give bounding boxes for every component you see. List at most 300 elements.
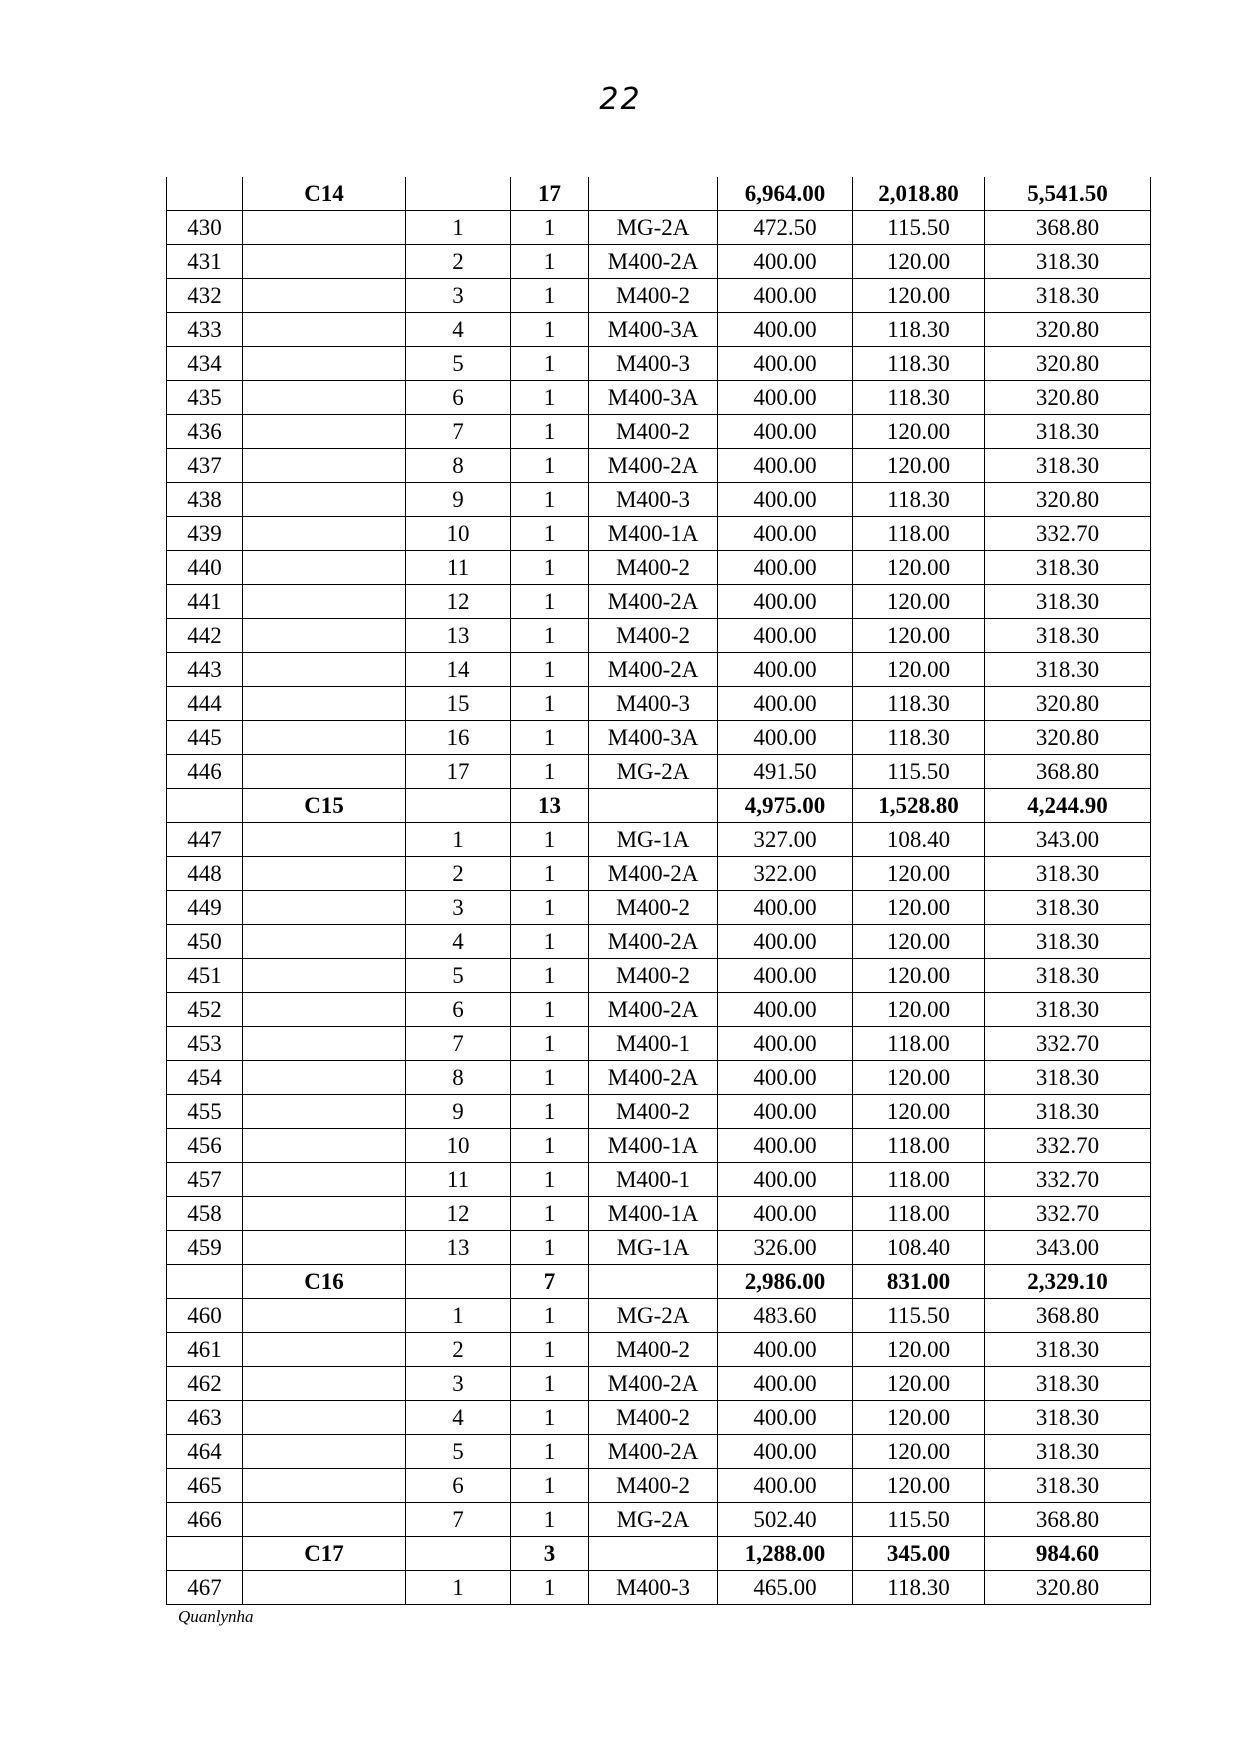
quantity-cell: 1 — [511, 245, 589, 279]
index-cell: 1 — [406, 1571, 511, 1605]
value-1-cell: 1,288.00 — [718, 1537, 853, 1571]
index-cell: 6 — [406, 381, 511, 415]
type-code-cell: M400-2 — [589, 619, 718, 653]
index-cell: 3 — [406, 891, 511, 925]
index-cell: 8 — [406, 1061, 511, 1095]
quantity-cell: 1 — [511, 517, 589, 551]
value-2-cell: 120.00 — [853, 585, 985, 619]
value-1-cell: 472.50 — [718, 211, 853, 245]
value-3-cell: 320.80 — [985, 313, 1151, 347]
value-2-cell: 118.00 — [853, 1129, 985, 1163]
row-number-cell: 461 — [167, 1333, 243, 1367]
group-name-cell — [243, 993, 406, 1027]
table-row — [167, 1027, 1151, 1061]
index-cell: 13 — [406, 1231, 511, 1265]
value-1-cell: 400.00 — [718, 279, 853, 313]
quantity-cell: 1 — [511, 857, 589, 891]
value-2-cell: 120.00 — [853, 891, 985, 925]
group-name-cell — [243, 347, 406, 381]
row-number-cell: 441 — [167, 585, 243, 619]
quantity-cell: 1 — [511, 1231, 589, 1265]
table-row — [167, 891, 1151, 925]
index-cell: 4 — [406, 313, 511, 347]
table-row — [167, 721, 1151, 755]
value-2-cell: 120.00 — [853, 279, 985, 313]
index-cell: 5 — [406, 347, 511, 381]
index-cell: 6 — [406, 1469, 511, 1503]
type-code-cell: MG-2A — [589, 211, 718, 245]
quantity-cell: 1 — [511, 313, 589, 347]
quantity-cell: 1 — [511, 1367, 589, 1401]
type-code-cell: MG-1A — [589, 1231, 718, 1265]
value-2-cell: 120.00 — [853, 449, 985, 483]
group-name-cell — [243, 517, 406, 551]
row-number-cell: 437 — [167, 449, 243, 483]
row-number-cell: 465 — [167, 1469, 243, 1503]
table-row — [167, 1129, 1151, 1163]
index-cell — [406, 1265, 511, 1299]
value-1-cell: 400.00 — [718, 381, 853, 415]
type-code-cell — [589, 177, 718, 211]
row-number-cell: 431 — [167, 245, 243, 279]
type-code-cell: M400-2A — [589, 1061, 718, 1095]
value-3-cell: 318.30 — [985, 993, 1151, 1027]
footer-text: Quanlynha — [178, 1607, 254, 1626]
quantity-cell: 1 — [511, 1503, 589, 1537]
value-3-cell: 318.30 — [985, 279, 1151, 313]
row-number-cell: 457 — [167, 1163, 243, 1197]
table-row — [167, 381, 1151, 415]
value-1-cell: 327.00 — [718, 823, 853, 857]
group-name-cell — [243, 585, 406, 619]
group-name-cell — [243, 1027, 406, 1061]
value-2-cell: 831.00 — [853, 1265, 985, 1299]
table-row — [167, 1333, 1151, 1367]
row-number-cell: 462 — [167, 1367, 243, 1401]
quantity-cell: 1 — [511, 483, 589, 517]
index-cell: 7 — [406, 415, 511, 449]
row-number-cell: 444 — [167, 687, 243, 721]
value-2-cell: 120.00 — [853, 1061, 985, 1095]
row-number-cell: 449 — [167, 891, 243, 925]
quantity-cell: 1 — [511, 449, 589, 483]
group-name-cell — [243, 925, 406, 959]
type-code-cell: MG-2A — [589, 1299, 718, 1333]
value-3-cell: 318.30 — [985, 891, 1151, 925]
value-3-cell: 368.80 — [985, 1299, 1151, 1333]
value-1-cell: 400.00 — [718, 653, 853, 687]
value-3-cell: 318.30 — [985, 857, 1151, 891]
row-number-cell: 440 — [167, 551, 243, 585]
value-1-cell: 400.00 — [718, 619, 853, 653]
row-number-cell: 467 — [167, 1571, 243, 1605]
type-code-cell: M400-2 — [589, 1469, 718, 1503]
value-3-cell: 332.70 — [985, 1027, 1151, 1061]
row-number-cell: 451 — [167, 959, 243, 993]
index-cell — [406, 1537, 511, 1571]
group-name-cell: C16 — [243, 1265, 406, 1299]
row-number-cell: 439 — [167, 517, 243, 551]
value-2-cell: 120.00 — [853, 1469, 985, 1503]
value-3-cell: 318.30 — [985, 1401, 1151, 1435]
group-name-cell — [243, 483, 406, 517]
group-name-cell — [243, 721, 406, 755]
value-3-cell: 320.80 — [985, 687, 1151, 721]
table-row — [167, 449, 1151, 483]
quantity-cell: 1 — [511, 1163, 589, 1197]
type-code-cell: M400-1A — [589, 517, 718, 551]
value-1-cell: 326.00 — [718, 1231, 853, 1265]
row-number-cell: 432 — [167, 279, 243, 313]
index-cell: 2 — [406, 245, 511, 279]
row-number-cell: 450 — [167, 925, 243, 959]
type-code-cell: M400-3A — [589, 381, 718, 415]
value-1-cell: 2,986.00 — [718, 1265, 853, 1299]
quantity-cell: 1 — [511, 1469, 589, 1503]
table-row — [167, 959, 1151, 993]
row-number-cell — [167, 1265, 243, 1299]
group-name-cell: C14 — [243, 177, 406, 211]
type-code-cell: M400-1 — [589, 1027, 718, 1061]
group-name-cell — [243, 381, 406, 415]
group-name-cell — [243, 687, 406, 721]
index-cell: 3 — [406, 1367, 511, 1401]
quantity-cell: 1 — [511, 1333, 589, 1367]
value-2-cell: 120.00 — [853, 415, 985, 449]
value-3-cell: 2,329.10 — [985, 1265, 1151, 1299]
data-table — [166, 177, 1151, 1605]
row-number-cell: 433 — [167, 313, 243, 347]
index-cell: 16 — [406, 721, 511, 755]
table-row — [167, 347, 1151, 381]
quantity-cell: 1 — [511, 653, 589, 687]
value-1-cell: 4,975.00 — [718, 789, 853, 823]
value-1-cell: 400.00 — [718, 1333, 853, 1367]
index-cell: 7 — [406, 1503, 511, 1537]
index-cell: 4 — [406, 925, 511, 959]
value-1-cell: 400.00 — [718, 1197, 853, 1231]
value-2-cell: 120.00 — [853, 1435, 985, 1469]
index-cell: 7 — [406, 1027, 511, 1061]
row-number-cell: 460 — [167, 1299, 243, 1333]
value-3-cell: 318.30 — [985, 585, 1151, 619]
table-row — [167, 1571, 1151, 1605]
group-name-cell — [243, 857, 406, 891]
value-1-cell: 400.00 — [718, 347, 853, 381]
quantity-cell: 17 — [511, 177, 589, 211]
group-name-cell — [243, 823, 406, 857]
quantity-cell: 1 — [511, 415, 589, 449]
value-2-cell: 2,018.80 — [853, 177, 985, 211]
table-row — [167, 619, 1151, 653]
row-number-cell: 452 — [167, 993, 243, 1027]
group-name-cell — [243, 551, 406, 585]
value-1-cell: 400.00 — [718, 1469, 853, 1503]
quantity-cell: 1 — [511, 993, 589, 1027]
table-row — [167, 1503, 1151, 1537]
quantity-cell: 1 — [511, 279, 589, 313]
type-code-cell: M400-2A — [589, 585, 718, 619]
value-3-cell: 318.30 — [985, 925, 1151, 959]
value-2-cell: 120.00 — [853, 993, 985, 1027]
value-1-cell: 400.00 — [718, 993, 853, 1027]
value-2-cell: 120.00 — [853, 619, 985, 653]
type-code-cell: M400-2 — [589, 891, 718, 925]
value-2-cell: 120.00 — [853, 1401, 985, 1435]
group-name-cell — [243, 1435, 406, 1469]
type-code-cell: M400-2A — [589, 1435, 718, 1469]
value-1-cell: 322.00 — [718, 857, 853, 891]
value-3-cell: 318.30 — [985, 551, 1151, 585]
value-3-cell: 318.30 — [985, 1435, 1151, 1469]
index-cell: 12 — [406, 1197, 511, 1231]
quantity-cell: 3 — [511, 1537, 589, 1571]
quantity-cell: 1 — [511, 1061, 589, 1095]
group-name-cell — [243, 1163, 406, 1197]
row-number-cell: 436 — [167, 415, 243, 449]
type-code-cell: M400-3 — [589, 347, 718, 381]
index-cell: 13 — [406, 619, 511, 653]
quantity-cell: 1 — [511, 381, 589, 415]
index-cell — [406, 789, 511, 823]
value-3-cell: 368.80 — [985, 755, 1151, 789]
value-2-cell: 108.40 — [853, 823, 985, 857]
table-row — [167, 857, 1151, 891]
value-2-cell: 118.30 — [853, 687, 985, 721]
row-number-cell: 448 — [167, 857, 243, 891]
value-3-cell: 320.80 — [985, 483, 1151, 517]
table-row — [167, 551, 1151, 585]
type-code-cell: M400-2 — [589, 415, 718, 449]
row-number-cell: 430 — [167, 211, 243, 245]
value-2-cell: 118.00 — [853, 517, 985, 551]
value-2-cell: 115.50 — [853, 211, 985, 245]
index-cell: 10 — [406, 517, 511, 551]
type-code-cell: MG-2A — [589, 755, 718, 789]
type-code-cell: M400-1A — [589, 1197, 718, 1231]
value-3-cell: 320.80 — [985, 721, 1151, 755]
row-number-cell: 466 — [167, 1503, 243, 1537]
quantity-cell: 1 — [511, 1435, 589, 1469]
type-code-cell: M400-2A — [589, 449, 718, 483]
group-name-cell: C15 — [243, 789, 406, 823]
type-code-cell — [589, 1265, 718, 1299]
group-row — [167, 789, 1151, 823]
value-3-cell: 318.30 — [985, 1061, 1151, 1095]
type-code-cell — [589, 1537, 718, 1571]
value-2-cell: 120.00 — [853, 1333, 985, 1367]
value-1-cell: 400.00 — [718, 245, 853, 279]
value-2-cell: 120.00 — [853, 653, 985, 687]
group-name-cell — [243, 1401, 406, 1435]
row-number-cell: 453 — [167, 1027, 243, 1061]
quantity-cell: 13 — [511, 789, 589, 823]
value-3-cell: 318.30 — [985, 1095, 1151, 1129]
value-1-cell: 465.00 — [718, 1571, 853, 1605]
table-row — [167, 279, 1151, 313]
value-2-cell: 108.40 — [853, 1231, 985, 1265]
page-number: 22 — [599, 82, 642, 117]
type-code-cell: M400-3 — [589, 1571, 718, 1605]
type-code-cell: M400-2 — [589, 959, 718, 993]
type-code-cell: M400-3 — [589, 483, 718, 517]
index-cell: 6 — [406, 993, 511, 1027]
value-1-cell: 400.00 — [718, 959, 853, 993]
value-1-cell: 400.00 — [718, 551, 853, 585]
type-code-cell: M400-3 — [589, 687, 718, 721]
index-cell: 2 — [406, 1333, 511, 1367]
index-cell: 12 — [406, 585, 511, 619]
group-name-cell — [243, 415, 406, 449]
row-number-cell: 442 — [167, 619, 243, 653]
value-3-cell: 332.70 — [985, 1197, 1151, 1231]
group-name-cell — [243, 313, 406, 347]
type-code-cell: M400-2A — [589, 857, 718, 891]
group-name-cell — [243, 1197, 406, 1231]
table-row — [167, 1401, 1151, 1435]
table-row — [167, 245, 1151, 279]
value-1-cell: 400.00 — [718, 483, 853, 517]
value-1-cell: 400.00 — [718, 721, 853, 755]
group-name-cell — [243, 1061, 406, 1095]
group-name-cell: C17 — [243, 1537, 406, 1571]
group-name-cell — [243, 1367, 406, 1401]
value-2-cell: 118.30 — [853, 313, 985, 347]
table-row — [167, 925, 1151, 959]
value-2-cell: 120.00 — [853, 551, 985, 585]
type-code-cell: MG-1A — [589, 823, 718, 857]
index-cell: 1 — [406, 211, 511, 245]
table-row — [167, 1367, 1151, 1401]
row-number-cell: 463 — [167, 1401, 243, 1435]
group-name-cell — [243, 211, 406, 245]
type-code-cell: MG-2A — [589, 1503, 718, 1537]
row-number-cell: 456 — [167, 1129, 243, 1163]
row-number-cell: 459 — [167, 1231, 243, 1265]
value-2-cell: 118.30 — [853, 721, 985, 755]
quantity-cell: 1 — [511, 687, 589, 721]
value-2-cell: 120.00 — [853, 1095, 985, 1129]
row-number-cell: 464 — [167, 1435, 243, 1469]
type-code-cell: M400-2 — [589, 1333, 718, 1367]
table-row — [167, 653, 1151, 687]
table-row — [167, 211, 1151, 245]
table-row — [167, 1163, 1151, 1197]
value-3-cell: 4,244.90 — [985, 789, 1151, 823]
value-1-cell: 400.00 — [718, 1027, 853, 1061]
table-row — [167, 755, 1151, 789]
table-row — [167, 517, 1151, 551]
value-2-cell: 118.30 — [853, 381, 985, 415]
table-row — [167, 483, 1151, 517]
value-1-cell: 400.00 — [718, 891, 853, 925]
index-cell: 8 — [406, 449, 511, 483]
value-1-cell: 400.00 — [718, 1401, 853, 1435]
type-code-cell: M400-2A — [589, 653, 718, 687]
value-3-cell: 318.30 — [985, 1367, 1151, 1401]
value-2-cell: 345.00 — [853, 1537, 985, 1571]
value-1-cell: 400.00 — [718, 517, 853, 551]
value-3-cell: 368.80 — [985, 211, 1151, 245]
value-2-cell: 118.00 — [853, 1197, 985, 1231]
value-1-cell: 491.50 — [718, 755, 853, 789]
table-body — [167, 177, 1151, 1605]
group-name-cell — [243, 245, 406, 279]
value-1-cell: 6,964.00 — [718, 177, 853, 211]
table-row — [167, 1061, 1151, 1095]
group-name-cell — [243, 1129, 406, 1163]
type-code-cell: M400-2A — [589, 925, 718, 959]
row-number-cell: 454 — [167, 1061, 243, 1095]
index-cell: 1 — [406, 1299, 511, 1333]
table-row — [167, 1231, 1151, 1265]
group-name-cell — [243, 449, 406, 483]
quantity-cell: 1 — [511, 1027, 589, 1061]
group-name-cell — [243, 755, 406, 789]
row-number-cell: 458 — [167, 1197, 243, 1231]
quantity-cell: 1 — [511, 1401, 589, 1435]
index-cell: 11 — [406, 551, 511, 585]
type-code-cell: M400-2 — [589, 279, 718, 313]
row-number-cell: 445 — [167, 721, 243, 755]
index-cell: 10 — [406, 1129, 511, 1163]
type-code-cell — [589, 789, 718, 823]
value-1-cell: 400.00 — [718, 1163, 853, 1197]
row-number-cell: 438 — [167, 483, 243, 517]
group-row — [167, 1537, 1151, 1571]
table-row — [167, 1197, 1151, 1231]
index-cell: 9 — [406, 1095, 511, 1129]
value-3-cell: 5,541.50 — [985, 177, 1151, 211]
type-code-cell: M400-3A — [589, 721, 718, 755]
value-2-cell: 115.50 — [853, 755, 985, 789]
quantity-cell: 1 — [511, 1299, 589, 1333]
type-code-cell: M400-2 — [589, 1401, 718, 1435]
group-name-cell — [243, 279, 406, 313]
quantity-cell: 1 — [511, 891, 589, 925]
group-row — [167, 1265, 1151, 1299]
row-number-cell: 443 — [167, 653, 243, 687]
value-3-cell: 332.70 — [985, 1163, 1151, 1197]
index-cell: 15 — [406, 687, 511, 721]
quantity-cell: 1 — [511, 619, 589, 653]
group-name-cell — [243, 1299, 406, 1333]
table-row — [167, 1299, 1151, 1333]
row-number-cell: 435 — [167, 381, 243, 415]
quantity-cell: 1 — [511, 721, 589, 755]
table-row — [167, 313, 1151, 347]
value-3-cell: 318.30 — [985, 1469, 1151, 1503]
index-cell: 2 — [406, 857, 511, 891]
value-1-cell: 400.00 — [718, 1435, 853, 1469]
value-2-cell: 118.30 — [853, 483, 985, 517]
row-number-cell: 447 — [167, 823, 243, 857]
value-2-cell: 120.00 — [853, 857, 985, 891]
type-code-cell: M400-2A — [589, 1367, 718, 1401]
index-cell — [406, 177, 511, 211]
value-3-cell: 318.30 — [985, 1333, 1151, 1367]
value-3-cell: 332.70 — [985, 1129, 1151, 1163]
value-1-cell: 400.00 — [718, 1129, 853, 1163]
quantity-cell: 1 — [511, 1095, 589, 1129]
table-row — [167, 1095, 1151, 1129]
quantity-cell: 1 — [511, 211, 589, 245]
value-2-cell: 120.00 — [853, 959, 985, 993]
index-cell: 4 — [406, 1401, 511, 1435]
row-number-cell — [167, 789, 243, 823]
row-number-cell — [167, 177, 243, 211]
index-cell: 5 — [406, 959, 511, 993]
